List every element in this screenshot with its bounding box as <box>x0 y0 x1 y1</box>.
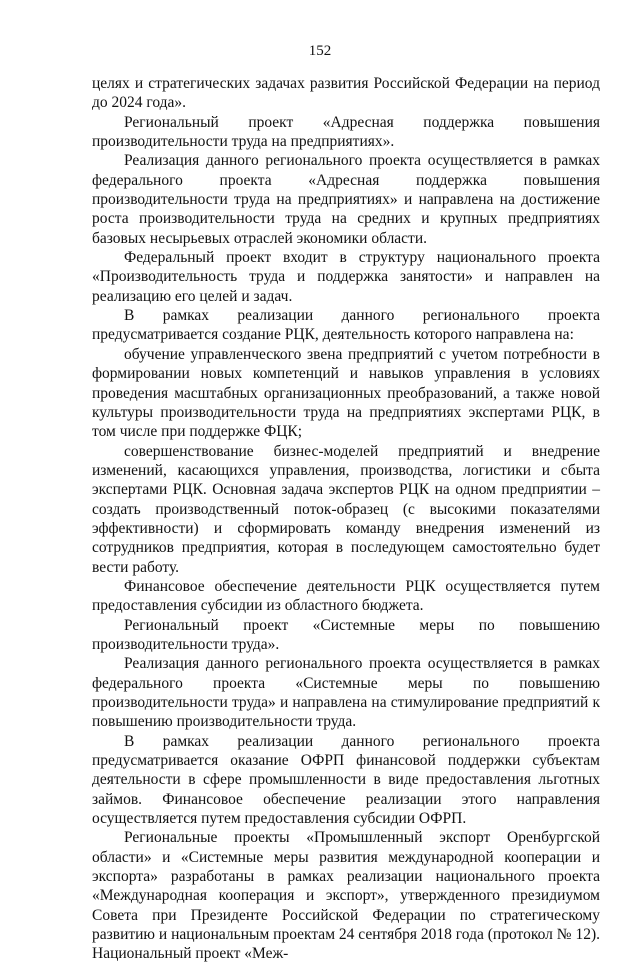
paragraph-continuation: целях и стратегических задачах развития Российской Федерации на период до 2024 года». <box>92 75 600 112</box>
paragraph: Федеральный проект входит в структуру национального проекта «Производительность труда и поддержка занятости» и направлен на реализацию его целей и задач. <box>92 249 600 305</box>
paragraph: В рамках реализации данного регионального проекта предусматривается создание РЦК, деятельность которого направлена на: <box>92 307 600 344</box>
paragraph-project-title: Региональный проект «Системные меры по повышению производительности труда». <box>92 616 600 653</box>
list-item: совершенствование бизнес-моделей предприятий и внедрение изменений, касающихся управления, производства, логистики и сбыта экспертами РЦК. Основная задача экспертов РЦК на одном предприятии – создать производственный поток-образец (с высокими показателями эффективности) и сформировать команду внедрения изменений из сотрудников предприятия, которая в последующем самостоятельно будет вести работу. <box>92 442 600 576</box>
page-number: 152 <box>308 43 332 59</box>
paragraph: Реализация данного регионального проекта осуществляется в рамках федерального проекта «Адресная поддержка повышения производительности труда на предприятиях» и направлена на достижение роста производительности труда на средних и крупных предприятиях базовых несырьевых отраслей экономики области. <box>92 152 600 247</box>
paragraph: В рамках реализации данного регионального проекта предусматривается оказание ОФРП финансовой поддержки субъектам деятельности в сфере промышленности в виде предоставления льготных займов. Финансовое обеспечение реализации этого направления осуществляется путем предоставления субсидии ОФРП. <box>92 732 600 828</box>
paragraph: Реализация данного регионального проекта осуществляется в рамках федерального проекта «Системные меры по повышению производительности труда» и направлена на стимулирование предприятий к повышению производительности труда. <box>92 655 600 731</box>
list-item: обучение управленческого звена предприятий с учетом потребности в формировании новых компетенций и навыков управления в условиях проведения масштабных организационных преобразований, а также новой культуры производительности труда на предприятиях экспертами РЦК, в том числе при поддержке ФЦК; <box>92 345 600 441</box>
paragraph: Региональные проекты «Промышленный экспорт Оренбургской области» и «Системные меры развития международной кооперации и экспорта» разработаны в рамках реализации национального проекта «Международная кооперация и экспорт», утвержденного президиумом Совета при Президенте Российской Федерации по стратегическому развитию и национальным проектам 24 сентября 2018 года (протокол № 12). Национальный проект «Меж- <box>92 829 600 963</box>
paragraph: Финансовое обеспечение деятельности РЦК осуществляется путем предоставления субсидии из областного бюджета. <box>92 577 600 615</box>
paragraph-project-title: Региональный проект «Адресная поддержка повышения производительности труда на предприятиях». <box>92 113 600 151</box>
document-body <box>92 74 600 964</box>
